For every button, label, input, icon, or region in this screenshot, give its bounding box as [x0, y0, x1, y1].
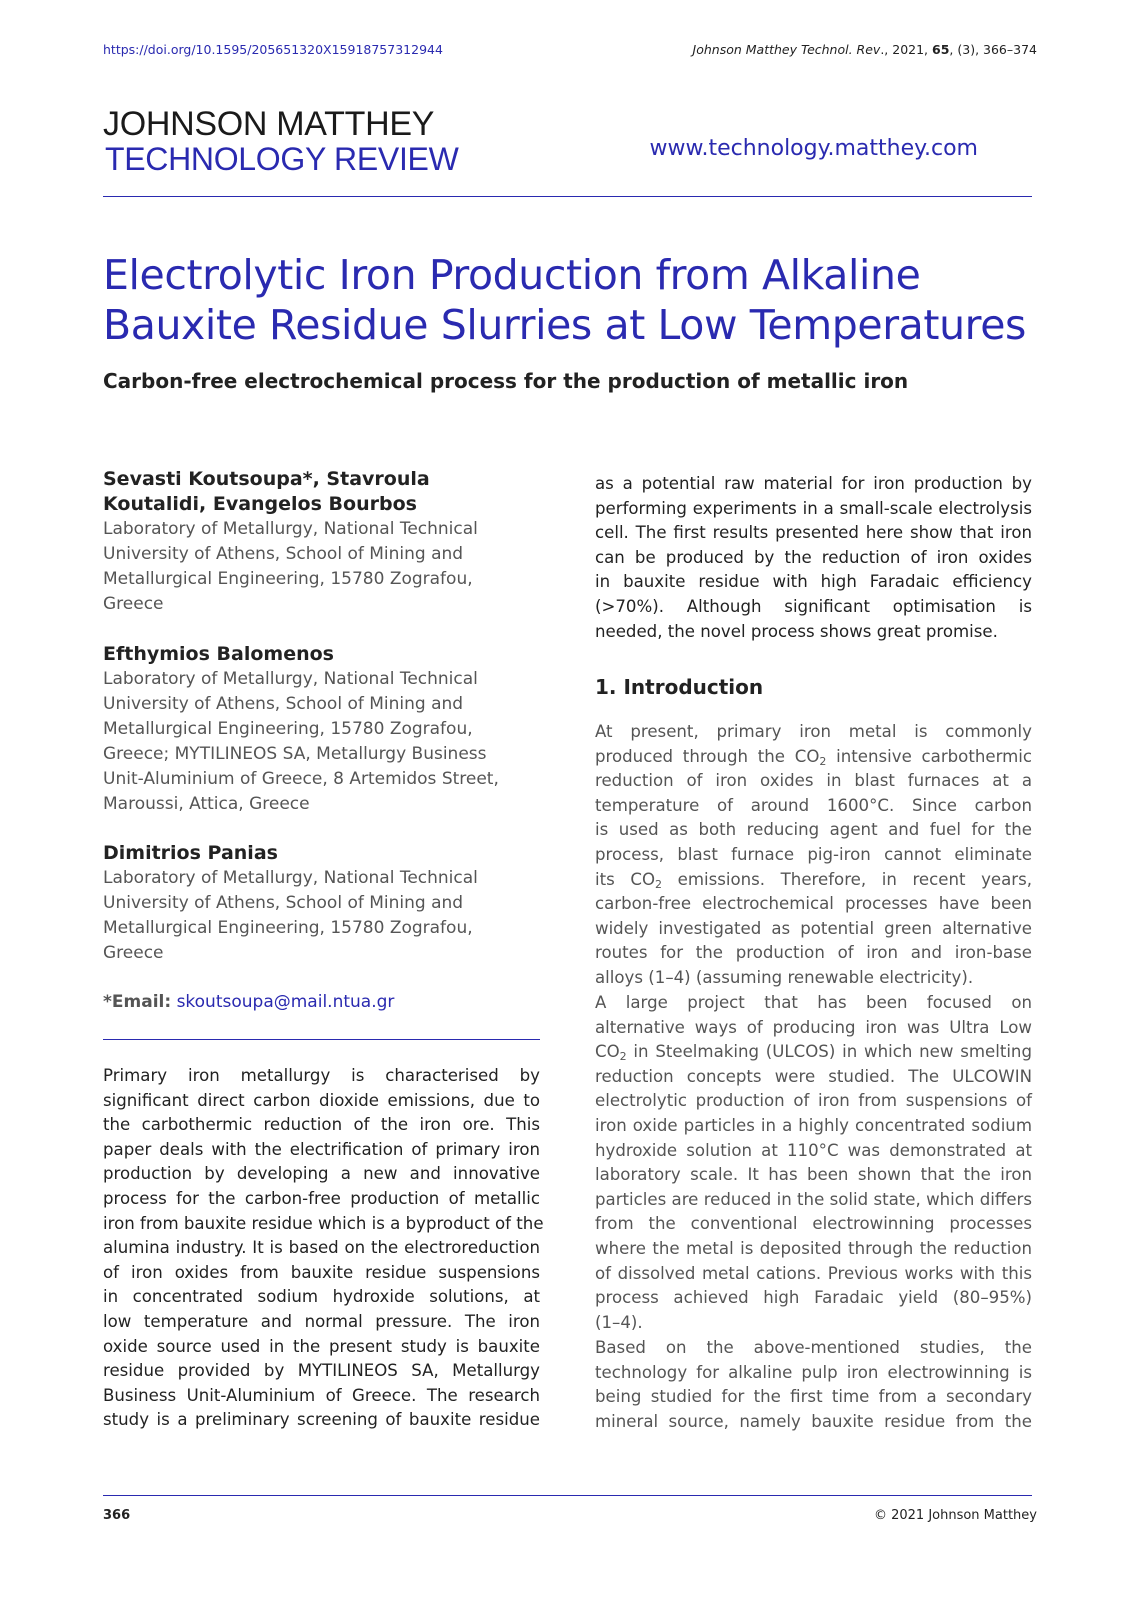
intro-line — [595, 868, 1032, 893]
affiliation-line: Laboratory of Metallurgy, National Technical — [103, 519, 478, 539]
intro-line: hydroxide solution at 110°C was demonstrated at — [595, 1140, 1032, 1160]
intro-line: carbon-free electrochemical processes have been — [595, 894, 1032, 914]
abstract-line: low temperature and normal pressure. The iron — [103, 1311, 540, 1331]
intro-line: where the metal is deposited through the reduction — [595, 1238, 1032, 1258]
abstract — [103, 1064, 544, 1433]
intro-line: A large project that has been focused on — [595, 993, 1032, 1012]
intro-line: particles are reduced in the solid state, which differs — [595, 1189, 1032, 1209]
intro-line: Based on the above-mentioned studies, the — [595, 1338, 1032, 1357]
intro-line — [595, 745, 1032, 770]
subscript: 2 — [819, 754, 827, 768]
intro-line: reduction concepts were studied. The ULCOWIN — [595, 1066, 1032, 1086]
subscript: 2 — [619, 1050, 627, 1064]
affiliation-line: Greece — [103, 943, 164, 963]
abstract-continued — [595, 472, 1032, 644]
intro-line: widely investigated as potential green alternative — [595, 918, 1032, 938]
author-names — [103, 642, 540, 667]
text-run: intensive carbothermic — [826, 746, 1032, 766]
subscript: 2 — [655, 877, 663, 891]
abstract-line: cell. The first results presented here show that iron — [595, 523, 1032, 543]
intro-paragraph-3 — [595, 1336, 1032, 1434]
journal-year: ., 2021, — [880, 42, 933, 57]
logo-line-2: TECHNOLOGY REVIEW — [105, 141, 459, 177]
abstract-line: oxide source used in the present study is bauxite — [103, 1336, 540, 1356]
affiliation-line: University of Athens, School of Mining and — [103, 544, 464, 564]
text-run: CO — [595, 1042, 620, 1062]
journal-logo — [103, 106, 458, 176]
website-link[interactable]: www.technology.matthey.com — [649, 136, 978, 161]
text-run: in Steelmaking (ULCOS) in which new smelting — [626, 1042, 1032, 1062]
section-heading-introduction: 1. Introduction — [595, 675, 764, 699]
abstract-line: needed, the novel process shows great promise. — [595, 621, 998, 641]
abstract-line: production by developing a new and innovative — [103, 1164, 540, 1184]
author-name-line: Koutalidi, Evangelos Bourbos — [103, 493, 417, 515]
title-line-2: Bauxite Residue Slurries at Low Temperatures — [103, 301, 1026, 349]
intro-line: routes for the production of iron and iron-base — [595, 943, 1032, 963]
email-label: *Email: — [103, 992, 172, 1012]
intro-line: process achieved high Faradaic yield (80–95%) — [595, 1288, 1032, 1308]
abstract-line: study is a preliminary screening of bauxite residue — [103, 1410, 540, 1430]
journal-citation — [693, 42, 1037, 57]
affiliation-line: Laboratory of Metallurgy, National Technical — [103, 669, 478, 689]
author-affiliation — [103, 517, 540, 617]
affiliation-line: Maroussi, Attica, Greece — [103, 794, 310, 814]
author-name-line: Sevasti Koutsoupa*, Stavroula — [103, 468, 430, 490]
abstract-line: in concentrated sodium hydroxide solutions, at — [103, 1287, 540, 1307]
affiliation-line: Greece — [103, 594, 164, 614]
abstract-line: performing experiments in a small-scale electrolysis — [595, 498, 1032, 518]
abstract-line: in bauxite residue with high Faradaic efficiency — [595, 572, 1032, 592]
intro-paragraph-2 — [595, 991, 1032, 1335]
abstract-line: residue provided by MYTILINEOS SA, Metallurgy — [103, 1361, 540, 1381]
abstract-line: paper deals with the electrification of primary iron — [103, 1139, 540, 1159]
journal-name: Johnson Matthey Technol. Rev — [692, 42, 881, 57]
abstract-line: alumina industry. It is based on the electroreduction — [103, 1238, 540, 1258]
header-divider — [103, 196, 1032, 197]
text-run: emissions. Therefore, in recent years, — [662, 869, 1033, 889]
abstract-line: Primary iron metallurgy is characterised by — [103, 1066, 540, 1085]
intro-line: (1–4). — [595, 1312, 643, 1332]
journal-volume: 65 — [932, 42, 950, 57]
intro-line: technology for alkaline pulp iron electrowinning is — [595, 1362, 1032, 1382]
author-affiliation — [103, 667, 540, 817]
article-title — [103, 250, 1033, 350]
author-affiliation — [103, 866, 540, 966]
abstract-line: (>70%). Although significant optimisation is — [595, 596, 1032, 616]
affiliation-line: Metallurgical Engineering, 15780 Zografou, — [103, 918, 473, 938]
affiliation-line: University of Athens, School of Mining and — [103, 893, 464, 913]
intro-line: At present, primary iron metal is commonly — [595, 722, 1032, 741]
intro-line: mineral source, namely bauxite residue from the — [595, 1411, 1032, 1431]
abstract-line: of iron oxides from bauxite residue suspensions — [103, 1262, 540, 1282]
affiliation-line: Greece; MYTILINEOS SA, Metallurgy Business — [103, 744, 487, 764]
intro-line: from the conventional electrowinning processes — [595, 1214, 1032, 1234]
author-block-3 — [103, 841, 540, 966]
affiliation-line: Metallurgical Engineering, 15780 Zografou, — [103, 569, 473, 589]
intro-line: being studied for the first time from a secondary — [595, 1387, 1032, 1407]
intro-line: of dissolved metal cations. Previous works with this — [595, 1263, 1032, 1283]
author-names — [103, 841, 540, 866]
text-run: produced through the CO — [595, 746, 820, 766]
abstract-line: Business Unit-Aluminium of Greece. The research — [103, 1385, 540, 1405]
affiliation-line: Unit-Aluminium of Greece, 8 Artemidos Street, — [103, 769, 499, 789]
author-block-1 — [103, 467, 540, 617]
journal-issue-pages: , (3), 366–374 — [949, 42, 1037, 57]
abstract-line: can be produced by the reduction of iron oxides — [595, 547, 1032, 567]
intro-line: is used as both reducing agent and fuel for the — [595, 820, 1032, 840]
author-names — [103, 467, 540, 517]
intro-line: alloys (1–4) (assuming renewable electricity). — [595, 967, 974, 987]
intro-line — [595, 1040, 1032, 1065]
abstract-line: process for the carbon-free production of metallic — [103, 1188, 540, 1208]
intro-line: laboratory scale. It has been shown that the iron — [595, 1165, 1032, 1185]
abstract-line: iron from bauxite residue which is a byproduct of the — [103, 1213, 544, 1233]
affiliation-line: Metallurgical Engineering, 15780 Zografou, — [103, 719, 473, 739]
abstract-line: as a potential raw material for iron production by — [595, 474, 1032, 493]
intro-line: process, blast furnace pig-iron cannot eliminate — [595, 844, 1032, 864]
intro-line: iron oxide particles in a highly concentrated sodium — [595, 1115, 1032, 1135]
abstract-line: significant direct carbon dioxide emissions, due to — [103, 1090, 540, 1110]
author-block-2 — [103, 642, 540, 817]
intro-line: alternative ways of producing iron was Ultra Low — [595, 1017, 1032, 1037]
abstract-line: the carbothermic reduction of the iron ore. This — [103, 1115, 540, 1135]
footer-divider — [103, 1495, 1032, 1496]
abstract-divider — [103, 1039, 540, 1040]
email-link[interactable]: skoutsoupa@mail.ntua.gr — [176, 992, 395, 1012]
text-run: its CO — [595, 869, 656, 889]
page-number: 366 — [103, 1508, 131, 1523]
copyright-notice: © 2021 Johnson Matthey — [873, 1508, 1037, 1523]
intro-line: temperature of around 1600°C. Since carbon — [595, 795, 1032, 815]
intro-paragraph-1 — [595, 720, 1032, 991]
affiliation-line: Laboratory of Metallurgy, National Technical — [103, 868, 478, 888]
article-subtitle: Carbon-free electrochemical process for the production of metallic iron — [103, 369, 909, 393]
doi-link[interactable]: https://doi.org/10.1595/205651320X15918757312944 — [103, 42, 443, 57]
affiliation-line: University of Athens, School of Mining and — [103, 694, 464, 714]
logo-line-1: JOHNSON MATTHEY — [103, 105, 435, 143]
corresponding-email — [103, 992, 540, 1012]
author-name-line: Dimitrios Panias — [103, 842, 278, 864]
title-line-1: Electrolytic Iron Production from Alkaline — [103, 251, 921, 299]
author-name-line: Efthymios Balomenos — [103, 643, 334, 665]
intro-line: electrolytic production of iron from suspensions of — [595, 1091, 1032, 1111]
intro-line: reduction of iron oxides in blast furnaces at a — [595, 771, 1032, 791]
